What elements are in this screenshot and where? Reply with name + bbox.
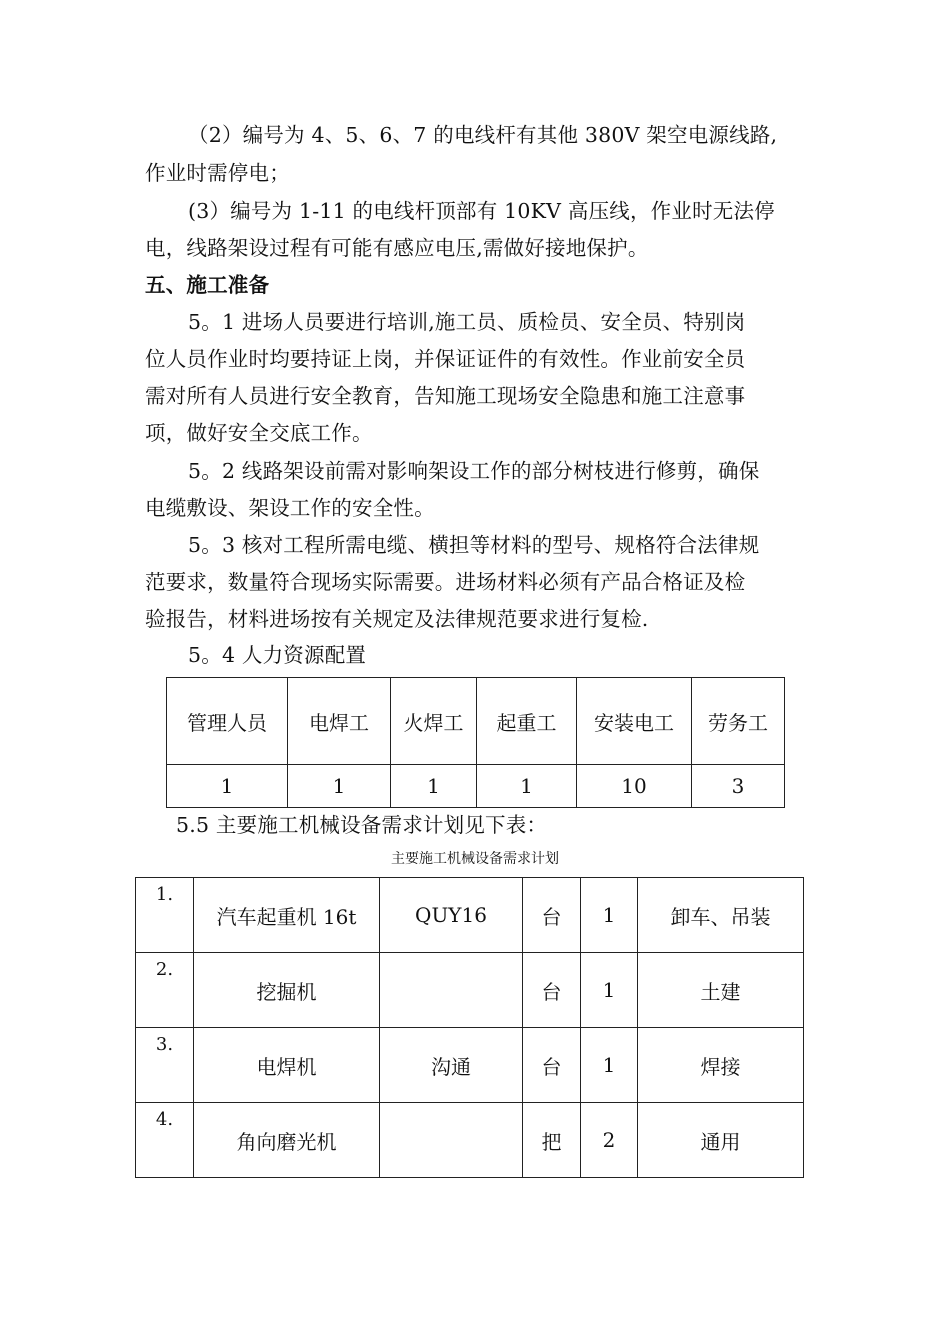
row-number: 3. xyxy=(136,1028,194,1103)
staff-value-row xyxy=(167,765,785,808)
row-number: 4. xyxy=(136,1103,194,1178)
equipment-name: 挖掘机 xyxy=(194,953,380,1028)
staff-header-cell: 安装电工 xyxy=(577,678,692,765)
staff-value-cell: 3 xyxy=(692,765,785,808)
paragraph-line: 电缆敷设、架设工作的安全性。 xyxy=(145,496,435,520)
staff-header-cell: 电焊工 xyxy=(288,678,391,765)
paragraph-line: 项，做好安全交底工作。 xyxy=(145,421,373,445)
paragraph-line: 5。4 人力资源配置 xyxy=(188,643,367,667)
staff-header-row xyxy=(167,678,785,765)
paragraph-line: (3）编号为 1-11 的电线杆顶部有 10KV 高压线，作业时无法停 xyxy=(188,199,775,223)
staff-header-cell: 火焊工 xyxy=(391,678,477,765)
equipment-use: 焊接 xyxy=(638,1028,804,1103)
paragraph-line: 验报告，材料进场按有关规定及法律规范要求进行复检. xyxy=(145,607,649,631)
equipment-model xyxy=(380,1103,523,1178)
equipment-use: 土建 xyxy=(638,953,804,1028)
equipment-qty: 1 xyxy=(581,878,638,953)
equipment-unit: 台 xyxy=(523,953,581,1028)
equipment-unit: 台 xyxy=(523,1028,581,1103)
row-number: 1. xyxy=(136,878,194,953)
staff-value-cell: 1 xyxy=(477,765,577,808)
equipment-qty: 2 xyxy=(581,1103,638,1178)
table-row xyxy=(136,953,804,1028)
paragraph-line: 5.5 主要施工机械设备需求计划见下表： xyxy=(176,813,548,837)
equipment-qty: 1 xyxy=(581,953,638,1028)
paragraph-line: 电，线路架设过程有可能有感应电压,需做好接地保护。 xyxy=(145,236,649,260)
staff-value-cell: 10 xyxy=(577,765,692,808)
paragraph-line: 位人员作业时均要持证上岗，并保证证件的有效性。作业前安全员 xyxy=(145,347,746,371)
equipment-model xyxy=(380,953,523,1028)
row-number: 2. xyxy=(136,953,194,1028)
table-caption: 主要施工机械设备需求计划 xyxy=(391,851,559,867)
staff-value-cell: 1 xyxy=(167,765,288,808)
paragraph-line: 范要求，数量符合现场实际需要。进场材料必须有产品合格证及检 xyxy=(145,570,746,594)
paragraph-line: 需对所有人员进行安全教育，告知施工现场安全隐患和施工注意事 xyxy=(145,384,746,408)
equipment-model: QUY16 xyxy=(380,878,523,953)
equipment-model: 沟通 xyxy=(380,1028,523,1103)
paragraph-line: 5。3 核对工程所需电缆、横担等材料的型号、规格符合法律规 xyxy=(188,533,760,557)
table-row xyxy=(136,1103,804,1178)
staff-table xyxy=(166,677,785,808)
table-row xyxy=(136,1028,804,1103)
staff-value-cell: 1 xyxy=(288,765,391,808)
staff-header-cell: 劳务工 xyxy=(692,678,785,765)
paragraph-line: 5。2 线路架设前需对影响架设工作的部分树枝进行修剪，确保 xyxy=(188,459,760,483)
equipment-qty: 1 xyxy=(581,1028,638,1103)
equipment-name: 角向磨光机 xyxy=(194,1103,380,1178)
section-title: 五、施工准备 xyxy=(145,273,270,297)
equipment-name: 汽车起重机 16t xyxy=(194,878,380,953)
paragraph-line: 作业时需停电； xyxy=(145,161,290,185)
equipment-unit: 台 xyxy=(523,878,581,953)
equipment-use: 卸车、吊装 xyxy=(638,878,804,953)
equipment-use: 通用 xyxy=(638,1103,804,1178)
equipment-unit: 把 xyxy=(523,1103,581,1178)
paragraph-line: （2）编号为 4、5、6、7 的电线杆有其他 380V 架空电源线路, xyxy=(188,123,778,147)
staff-header-cell: 起重工 xyxy=(477,678,577,765)
equipment-table xyxy=(135,877,804,1178)
paragraph-line: 5。1 进场人员要进行培训,施工员、质检员、安全员、特别岗 xyxy=(188,310,746,334)
staff-value-cell: 1 xyxy=(391,765,477,808)
equipment-name: 电焊机 xyxy=(194,1028,380,1103)
staff-header-cell: 管理人员 xyxy=(167,678,288,765)
table-row xyxy=(136,878,804,953)
